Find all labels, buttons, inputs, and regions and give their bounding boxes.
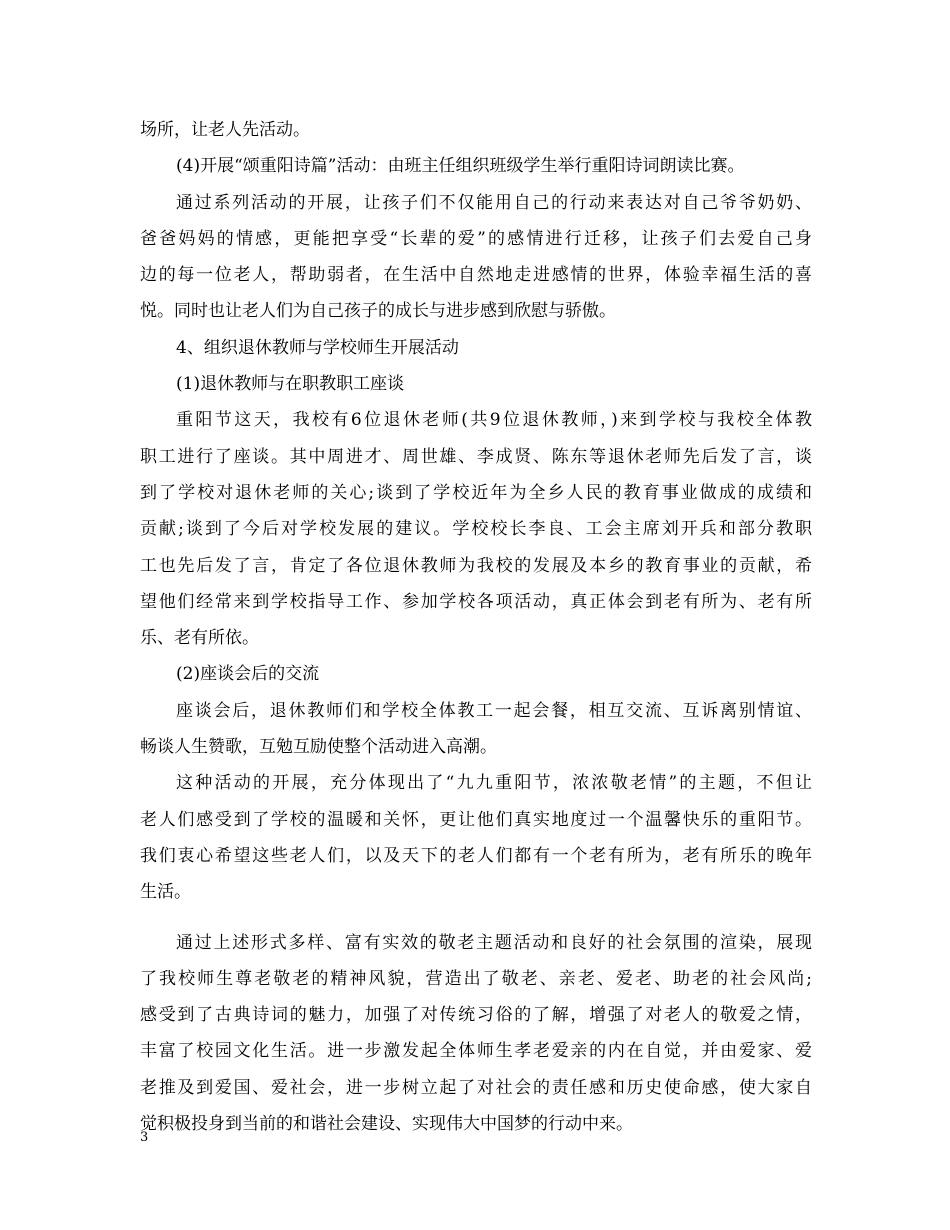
text-line: 了我校师生尊老敬老的精神风貌，营造出了敬老、亲老、爱老、助老的社会风尚; [140, 968, 812, 989]
text-line: (4)开展“颂重阳诗篇”活动：由班主任组织班级学生举行重阳诗词朗读比赛。 [176, 156, 745, 177]
text-line: 场所，让老人先活动。 [140, 120, 310, 140]
document-body [140, 112, 812, 1142]
subsection-heading: (2)座谈会后的交流 [176, 664, 320, 685]
text-line: 丰富了校园文化生活。进一步激发起全体师生孝老爱亲的内在自觉，并由爱家、爱 [140, 1041, 812, 1062]
text-line: 生活。 [140, 882, 191, 903]
text-line: 悦。同时也让老人们为自己孩子的成长与进步感到欣慰与骄傲。 [140, 301, 616, 322]
page-number: 3 [140, 1130, 149, 1145]
text-line: 这种活动的开展，充分体现出了“九九重阳节，浓浓敬老情”的主题，不但让 [176, 773, 812, 794]
text-line: 乐、老有所依。 [140, 628, 259, 649]
text-line: 感受到了古典诗词的魅力，加强了对传统习俗的了解，增强了对老人的敬爱之情， [140, 1005, 812, 1026]
text-line: 觉积极投身到当前的和谐社会建设、实现伟大中国梦的行动中来。 [140, 1114, 633, 1135]
text-line: 爸爸妈妈的情感，更能把享受“长辈的爱”的感情进行迁移，让孩子们去爱自己身 [140, 228, 812, 249]
text-line: 职工进行了座谈。其中周进才、周世雄、李成贤、陈东等退休老师先后发了言，谈 [140, 446, 812, 467]
section-heading: 4、组织退休教师与学校师生开展活动 [176, 337, 459, 358]
text-line: 我们衷心希望这些老人们，以及天下的老人们都有一个老有所为，老有所乐的晚年 [140, 845, 812, 866]
text-line: 座谈会后，退休教师们和学校全体教工一起会餐，相互交流、互诉离别情谊、 [176, 700, 812, 721]
text-line: 通过系列活动的开展，让孩子们不仅能用自己的行动来表达对自己爷爷奶奶、 [176, 192, 812, 213]
text-line: 通过上述形式多样、富有实效的敬老主题活动和良好的社会氛围的渲染，展现 [176, 932, 812, 953]
text-line: 工也先后发了言，肯定了各位退休教师为我校的发展及本乡的教育事业的贡献，希 [140, 555, 812, 576]
text-line: 老推及到爱国、爱社会，进一步树立起了对社会的责任感和历史使命感，使大家自 [140, 1077, 812, 1098]
text-line: 望他们经常来到学校指导工作、参加学校各项活动，真正体会到老有所为、老有所 [140, 591, 812, 612]
text-line: 畅谈人生赞歌，互勉互励使整个活动进入高潮。 [140, 737, 497, 758]
text-line: 边的每一位老人，帮助弱者，在生活中自然地走进感情的世界，体验幸福生活的喜 [140, 265, 812, 286]
text-line: 重阳节这天，我校有6位退休老师(共9位退休教师，)来到学校与我校全体教 [176, 410, 812, 431]
subsection-heading: (1)退休教师与在职教职工座谈 [176, 374, 405, 395]
text-line: 到了学校对退休老师的关心;谈到了学校近年为全乡人民的教育事业做成的成绩和 [140, 482, 812, 503]
text-line: 贡献;谈到了今后对学校发展的建议。学校校长李良、工会主席刘开兵和部分教职 [140, 519, 812, 540]
text-line: 老人们感受到了学校的温暖和关怀，更让他们真实地度过一个温馨快乐的重阳节。 [140, 809, 812, 830]
